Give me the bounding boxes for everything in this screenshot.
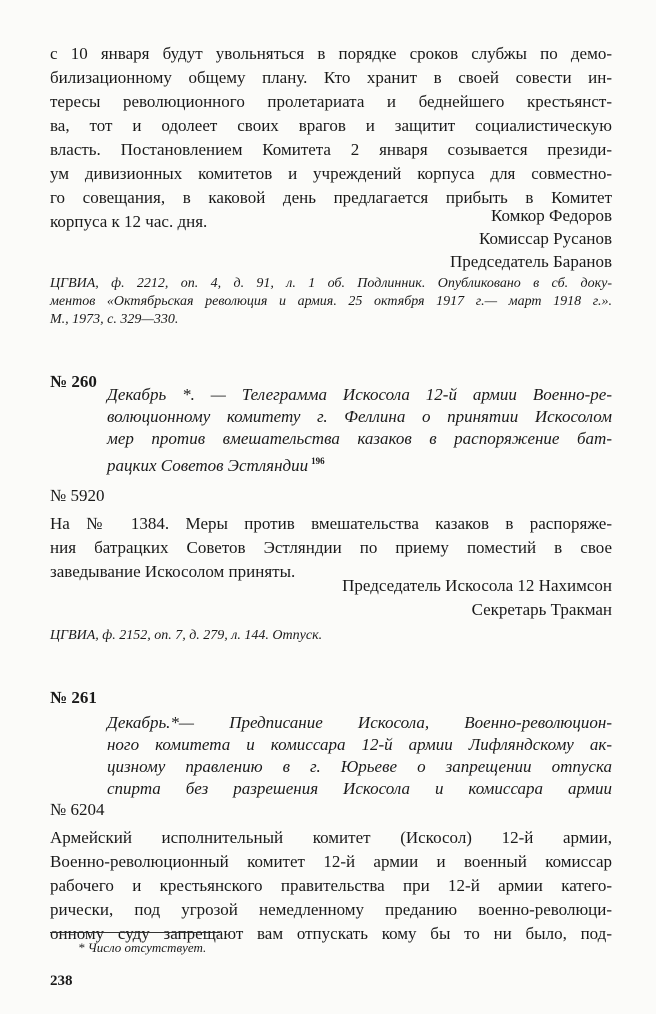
doc261-heading-line: Декабрь.*— Предписание Искосола, Военно-революцион- [107, 713, 612, 732]
continuation-line: тересы революционного пролетариата и беднейшего крестьянст- [50, 92, 612, 111]
doc260-outgoing-number: № 5920 [50, 486, 105, 505]
doc260-heading-last-line [107, 450, 612, 477]
doc260-archive-source: ЦГВИА, ф. 2152, оп. 7, д. 279, л. 144. Отпуск. [50, 628, 323, 643]
doc260-body-line: заведывание Искосолом приняты. [50, 562, 296, 581]
document-number-260: № 260 [50, 372, 97, 391]
continuation-line: го совещания, в каковой день предлагается прибыть в Комитет [50, 188, 612, 207]
continuation-line: власть. Постановлением Комитета 2 января созывается президи- [50, 140, 612, 159]
doc261-body-line: рически, под угрозой немедленному преданию военно-революци- [50, 900, 612, 919]
continuation-line: корпуса к 12 час. дня. [50, 212, 208, 231]
doc261-body-line: Армейский исполнительный комитет (Искосол) 12-й армии, [50, 828, 612, 847]
endnote-reference: 196 [311, 456, 325, 466]
continuation-line: с 10 января будут увольняться в порядке сроков слубжы по демо- [50, 44, 612, 63]
continuation-line: ва, тот и одолеет своих врагов и защитит социалистическую [50, 116, 612, 135]
signature-chairman: Председатель Баранов [449, 252, 612, 271]
archive-source-line: М., 1973, с. 329—330. [50, 312, 179, 327]
doc260-body-line: ния батрацких Советов Эстляндии по приему поместий в свое [50, 538, 612, 557]
doc260-heading-line: мер против вмешательства казаков в распоряжение бат- [107, 429, 612, 448]
footnote: * Число отсутствует. [78, 940, 207, 955]
doc261-body-line: онному суду запрещают вам отпускать кому бы то ни было, под- [50, 924, 612, 943]
footnote-divider [50, 932, 220, 933]
doc260-heading-line: волюционному комитету г. Феллина о принятии Искосолом [107, 407, 612, 426]
continuation-line: ум дивизионных комитетов и учреждений корпуса для совместно- [50, 164, 612, 183]
doc261-heading-line: цизному правлению в г. Юрьеве о запрещении отпуска [107, 757, 612, 776]
doc261-body-line: Военно-революционный комитет 12-й армии и военный комиссар [50, 852, 612, 871]
page-number: 238 [50, 973, 73, 989]
signature-iskosol-chairman: Председатель Искосола 12 Нахимсон [342, 576, 612, 595]
signature-secretary: Секретарь Тракман [471, 600, 612, 619]
document-number-261: № 261 [50, 688, 97, 707]
doc260-heading-line: Декабрь *. — Телеграмма Искосола 12-й армии Военно-ре- [107, 385, 612, 404]
doc261-heading-line: ного комитета и комиссара 12-й армии Лифляндскому ак- [107, 735, 612, 754]
signature-komissar: Комиссар Русанов [479, 229, 612, 248]
doc261-outgoing-number: № 6204 [50, 800, 105, 819]
doc260-heading-text: рацких Советов Эстляндии [107, 456, 309, 475]
doc261-body-line: рабочего и крестьянского правительства при 12-й армии катего- [50, 876, 612, 895]
doc260-body-line: На № 1384. Меры против вмешательства казаков в распоряже- [50, 514, 612, 533]
archive-source-line: ЦГВИА, ф. 2212, оп. 4, д. 91, л. 1 об. Подлинник. Опубликовано в сб. доку- [50, 276, 612, 291]
signature-komkor: Комкор Федоров [490, 206, 612, 225]
doc261-heading-line: спирта без разрешения Искосола и комиссара армии [107, 779, 612, 798]
archive-source-line: ментов «Октябрьская революция и армия. 25 октября 1917 г.— март 1918 г.». [50, 294, 612, 309]
continuation-line: билизационному общему плану. Кто хранит в своей совести ин- [50, 68, 612, 87]
